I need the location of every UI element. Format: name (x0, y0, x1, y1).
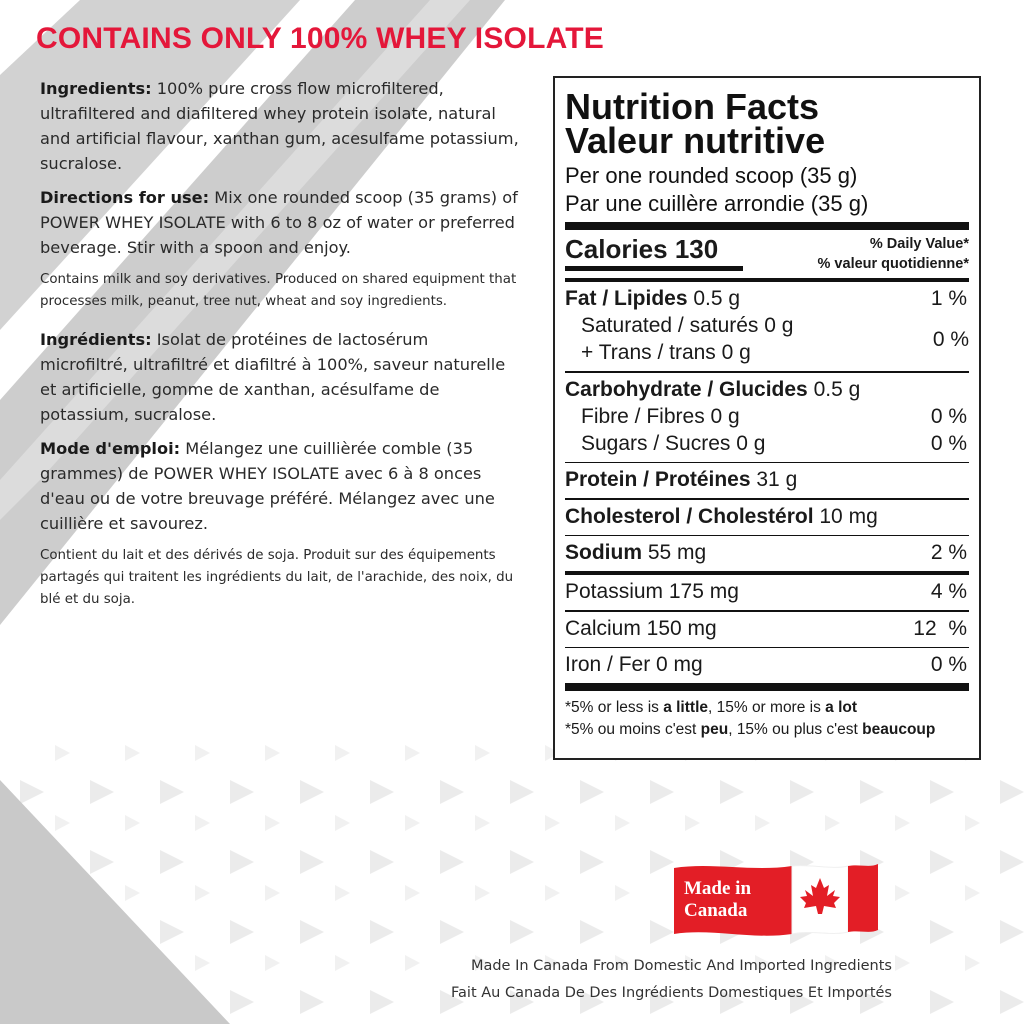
nutrition-title-fr: Valeur nutritive (565, 120, 826, 161)
badge-line1: Made in (684, 878, 752, 899)
carb-label: Carbohydrate / Glucides (565, 377, 808, 401)
sodium-group (565, 536, 969, 571)
mode-label: Mode d'emploi: (40, 439, 181, 458)
footnote-fr-beaucoup: beaucoup (862, 721, 936, 738)
footnote (565, 691, 969, 741)
potassium-row (565, 578, 969, 605)
footnote-en (565, 697, 969, 719)
mode-paragraph (40, 436, 520, 536)
daily-value-header (818, 234, 969, 274)
calories-underline (565, 266, 743, 271)
ingredients-fr-text: Isolat de protéines de lactosérum microfiltré, ultrafiltré et diafiltré à 100%, saveur naturelle et artificielle, gomme de xanthan, acésulfame de potassium, sucralose. (40, 330, 506, 424)
serving-size-en: Per one rounded scoop (35 g) (565, 163, 858, 188)
made-in-canada-fr: Fait Au Canada De Des Ingrédients Domestiques Et Importés (451, 985, 892, 1001)
sodium-percent: 2 % (930, 541, 967, 564)
saturated-trans-percent: 0 % (932, 327, 969, 351)
directions-text: Mix one rounded scoop (35 grams) of POWER WHEY ISOLATE with 6 to 8 oz of water or preferred beverage. Stir with a spoon and enjoy. (40, 188, 518, 257)
mode-text: Mélangez une cuillièrée comble (35 grammes) de POWER WHEY ISOLATE avec 6 à 8 onces d'eau ou de votre breuvage préféré. Mélangez avec une cuillière et savourez. (40, 439, 495, 533)
fat-percent: 1 % (930, 287, 967, 310)
allergen-fr: Contient du lait et des dérivés de soja. Produit sur des équipements partagés qui traitent les ingrédients du lait, de l'arachide, des noix, du blé et du soja. (40, 548, 514, 607)
footnote-fr (565, 719, 969, 741)
footnote-fr-peu: peu (700, 721, 729, 738)
iron-group (565, 648, 969, 683)
carb-value: 0.5 g (807, 377, 861, 401)
footnote-fr-text: , 15% ou plus c'est (728, 721, 863, 738)
calcium-label: Calcium 150 mg (565, 616, 717, 640)
cholesterol-group (565, 500, 969, 535)
fibre-row (565, 403, 969, 430)
fat-value: 0.5 g (687, 287, 741, 310)
carb-row (565, 376, 969, 403)
headline: CONTAINS ONLY 100% WHEY ISOLATE (36, 22, 604, 55)
protein-group (565, 463, 969, 498)
divider (565, 683, 969, 691)
fat-group (565, 282, 969, 371)
footnote-en-lot: a lot (825, 699, 858, 716)
protein-label: Protein / Protéines (565, 468, 751, 491)
made-in-canada-en: Made In Canada From Domestic And Imported Ingredients (470, 958, 892, 974)
badge-text (684, 878, 774, 922)
fat-row (565, 285, 969, 312)
calories-label: Calories 130 (565, 234, 719, 264)
serving-size-fr: Par une cuillère arrondie (35 g) (565, 191, 869, 216)
potassium-group (565, 575, 969, 610)
divider (565, 222, 969, 230)
footnote-en-text: , 15% or more is (708, 699, 826, 716)
calories-row (565, 230, 969, 274)
fibre-percent: 0 % (930, 404, 967, 428)
carb-group (565, 373, 969, 462)
ingredients-label: Ingredients: (40, 79, 152, 98)
ingredients-fr-paragraph (40, 327, 520, 427)
nutrition-facts-table (553, 76, 981, 760)
product-info (40, 76, 520, 625)
iron-label: Iron / Fer 0 mg (565, 653, 703, 676)
badge-line2: Canada (684, 900, 748, 921)
footnote-en-text: *5% or less is (565, 699, 664, 716)
sodium-row (565, 539, 969, 566)
daily-value-fr: % valeur quotidienne* (817, 256, 969, 272)
trans-label: + Trans / trans 0 g (581, 341, 751, 364)
footnote-fr-text: *5% ou moins c'est (565, 721, 701, 738)
sugars-label: Sugars / Sucres 0 g (581, 431, 766, 455)
ingredients-text: 100% pure cross flow microfiltered, ultrafiltered and diafiltered whey protein isolate, natural and artificial flavour, xanthan gum, acesulfame potassium, sucralose. (40, 79, 519, 173)
calcium-row (565, 615, 969, 642)
sugars-row (565, 430, 969, 457)
protein-row (565, 466, 969, 493)
cholesterol-value: 10 mg (813, 504, 878, 528)
sodium-label: Sodium (565, 541, 642, 564)
directions-paragraph (40, 185, 520, 260)
potassium-label: Potassium 175 mg (565, 580, 739, 603)
saturated-label: Saturated / saturés 0 g (581, 314, 794, 337)
sodium-value: 55 mg (642, 541, 707, 564)
calcium-group (565, 612, 969, 647)
potassium-percent: 4 % (930, 580, 967, 603)
cholesterol-label: Cholesterol / Cholestérol (565, 504, 814, 528)
iron-row (565, 651, 969, 678)
protein-value: 31 g (750, 468, 798, 491)
nutrition-title-en: Nutrition Facts (565, 86, 820, 127)
cholesterol-row (565, 503, 969, 530)
ingredients-fr-label: Ingrédients: (40, 330, 152, 349)
allergen-en: Contains milk and soy derivatives. Produced on shared equipment that processes milk, peanut, tree nut, wheat and soy ingredients. (40, 272, 517, 309)
fat-label: Fat / Lipides (565, 287, 688, 310)
footnote-en-little: a little (663, 699, 708, 716)
calcium-percent: 12 % (913, 616, 967, 640)
daily-value-en: % Daily Value* (869, 236, 969, 252)
sugars-percent: 0 % (930, 431, 967, 455)
fibre-label: Fibre / Fibres 0 g (581, 404, 740, 428)
ingredients-paragraph (40, 76, 520, 176)
directions-label: Directions for use: (40, 188, 210, 207)
saturated-trans-row (565, 312, 969, 366)
iron-percent: 0 % (930, 653, 967, 676)
